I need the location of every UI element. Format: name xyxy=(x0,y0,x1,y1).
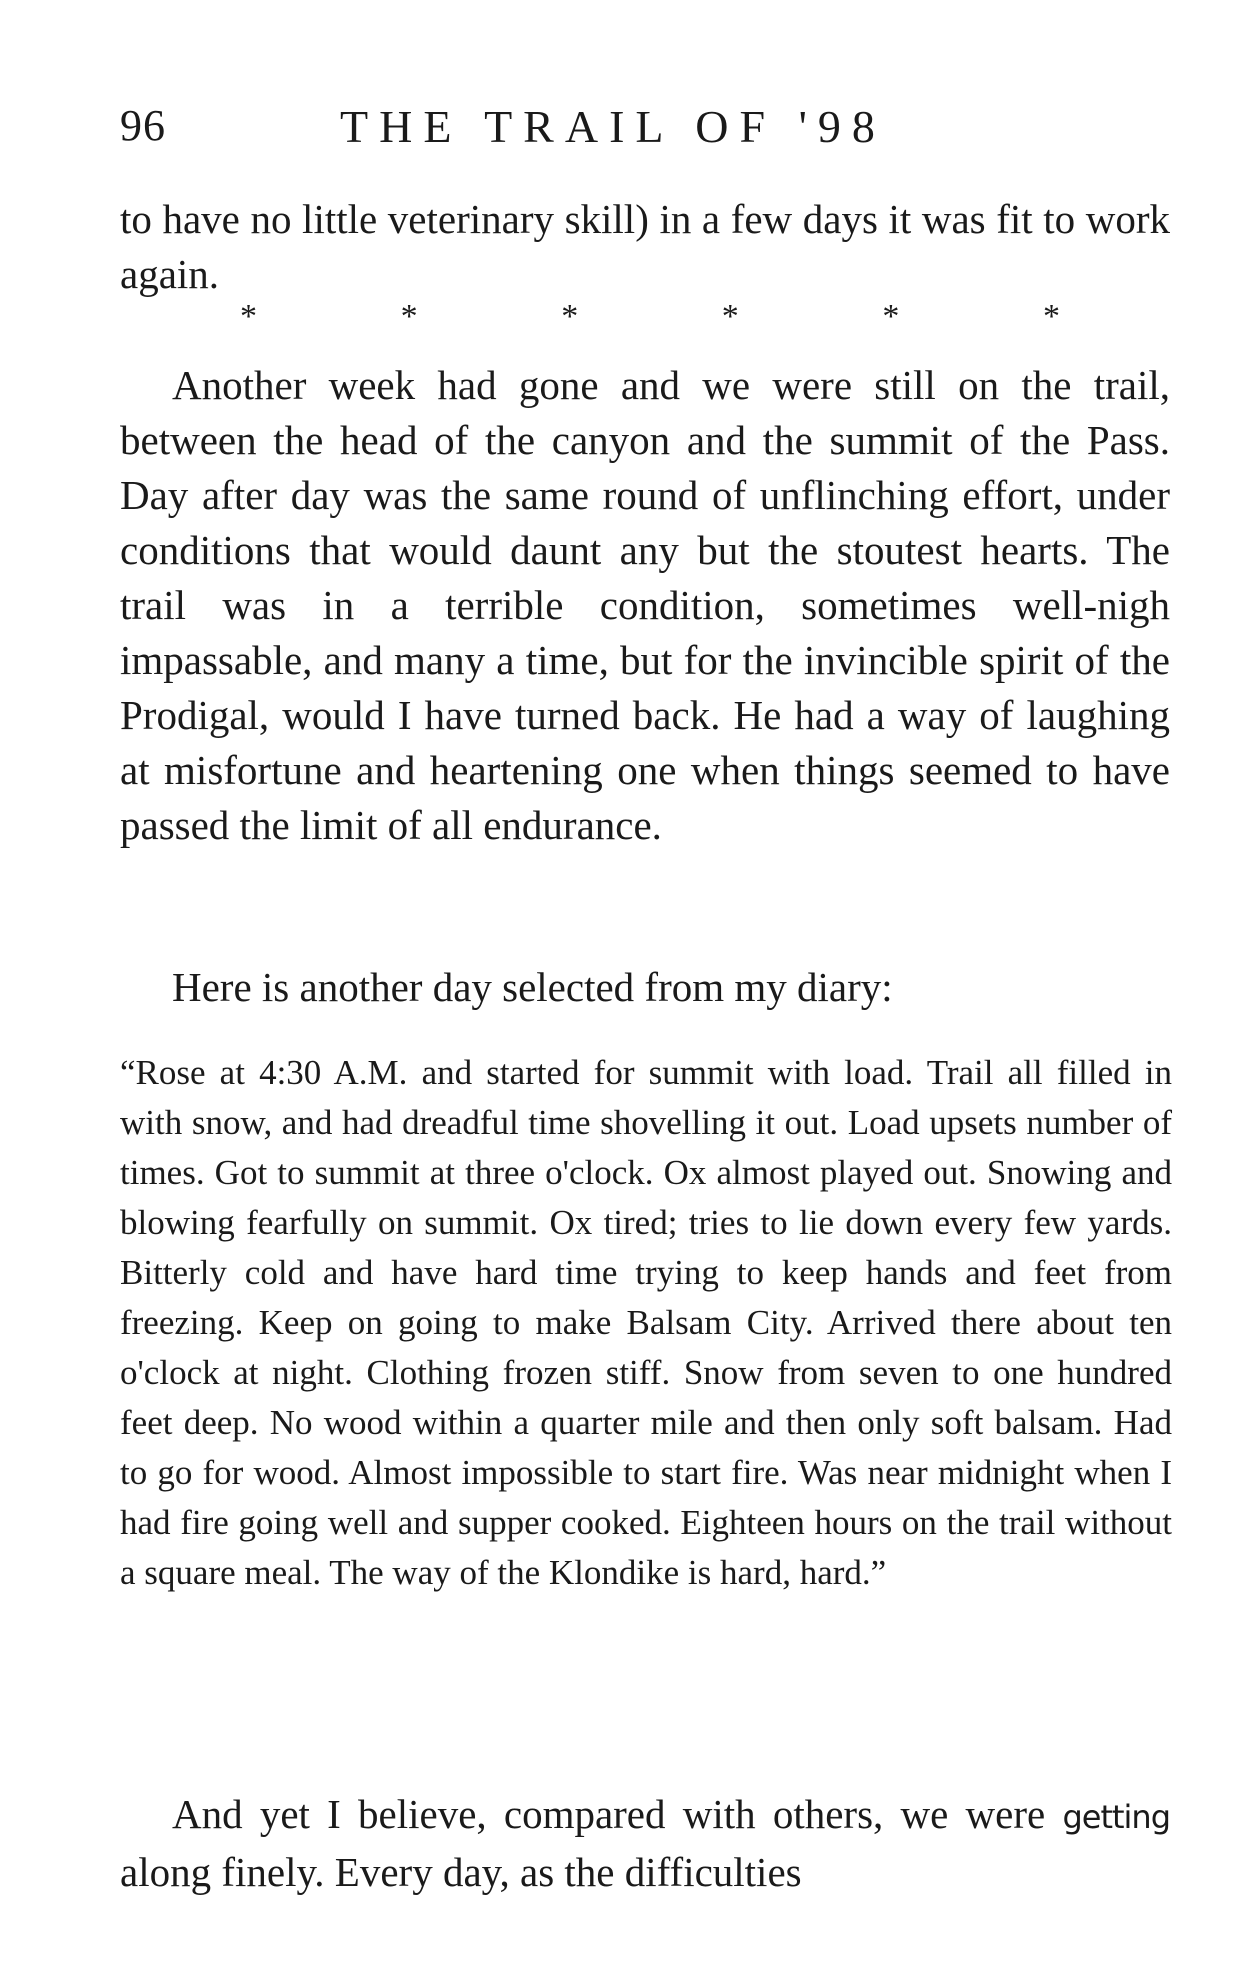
asterisk: * xyxy=(721,298,739,335)
asterisk: * xyxy=(882,298,900,335)
paragraph-continuation: to have no little veterinary skill) in a few days it was fit to work again. xyxy=(120,196,1170,297)
asterisk: * xyxy=(1042,298,1060,335)
page-header xyxy=(120,100,1180,170)
section-break-asterisks xyxy=(240,298,1060,336)
paragraph-and-yet xyxy=(120,1787,1170,1900)
paragraph-another-week: Another week had gone and we were still on the trail, between the head of the canyon and the summit of the Pass. Day after day was the same round of unflinching effort, under conditions that would daunt any but the stoutest hearts. The trail was in a terrible condition, sometimes well-nigh impassable, and many a time, but for the invincible spirit of the Prodigal, would I have turned back. He had a way of laughing at misfortune and heartening one when things seemed to have passed the limit of all endurance. xyxy=(120,362,1170,848)
asterisk: * xyxy=(240,298,257,335)
paragraph-text-start: And yet I believe, compared with others, we were xyxy=(172,1791,1046,1837)
asterisk: * xyxy=(561,298,579,335)
diary-quote: “Rose at 4:30 A.M. and started for summit with load. Trail all filled in with snow, and had dreadful time shovelling it out. Load upsets number of times. Got to summit at three o'clock. Ox almost played out. Snowing and blowing fearfully on summit. Ox tired; tries to lie down every few yards. Bitterly cold and have hard time trying to keep hands and feet from freezing. Keep on going to make Balsam City. Arrived there about ten o'clock at night. Clothing frozen stiff. Snow from seven to one hundred feet deep. No wood within a quarter mile and then only soft balsam. Had to go for wood. Almost impossible to start fire. Was near midnight when I had fire going well and supper cooked. Eighteen hours on the trail without a square meal. The way of the Klondike is hard, hard.” xyxy=(120,1053,1172,1592)
paragraph-text-end: along finely. Every day, as the difficulties xyxy=(120,1849,802,1895)
paragraph-diary-intro: Here is another day selected from my diary: xyxy=(172,964,893,1010)
page-number: 96 xyxy=(120,101,166,150)
running-title: THE TRAIL OF '98 xyxy=(340,101,886,152)
asterisk: * xyxy=(400,298,418,335)
handwritten-correction: getting xyxy=(1062,1798,1171,1836)
